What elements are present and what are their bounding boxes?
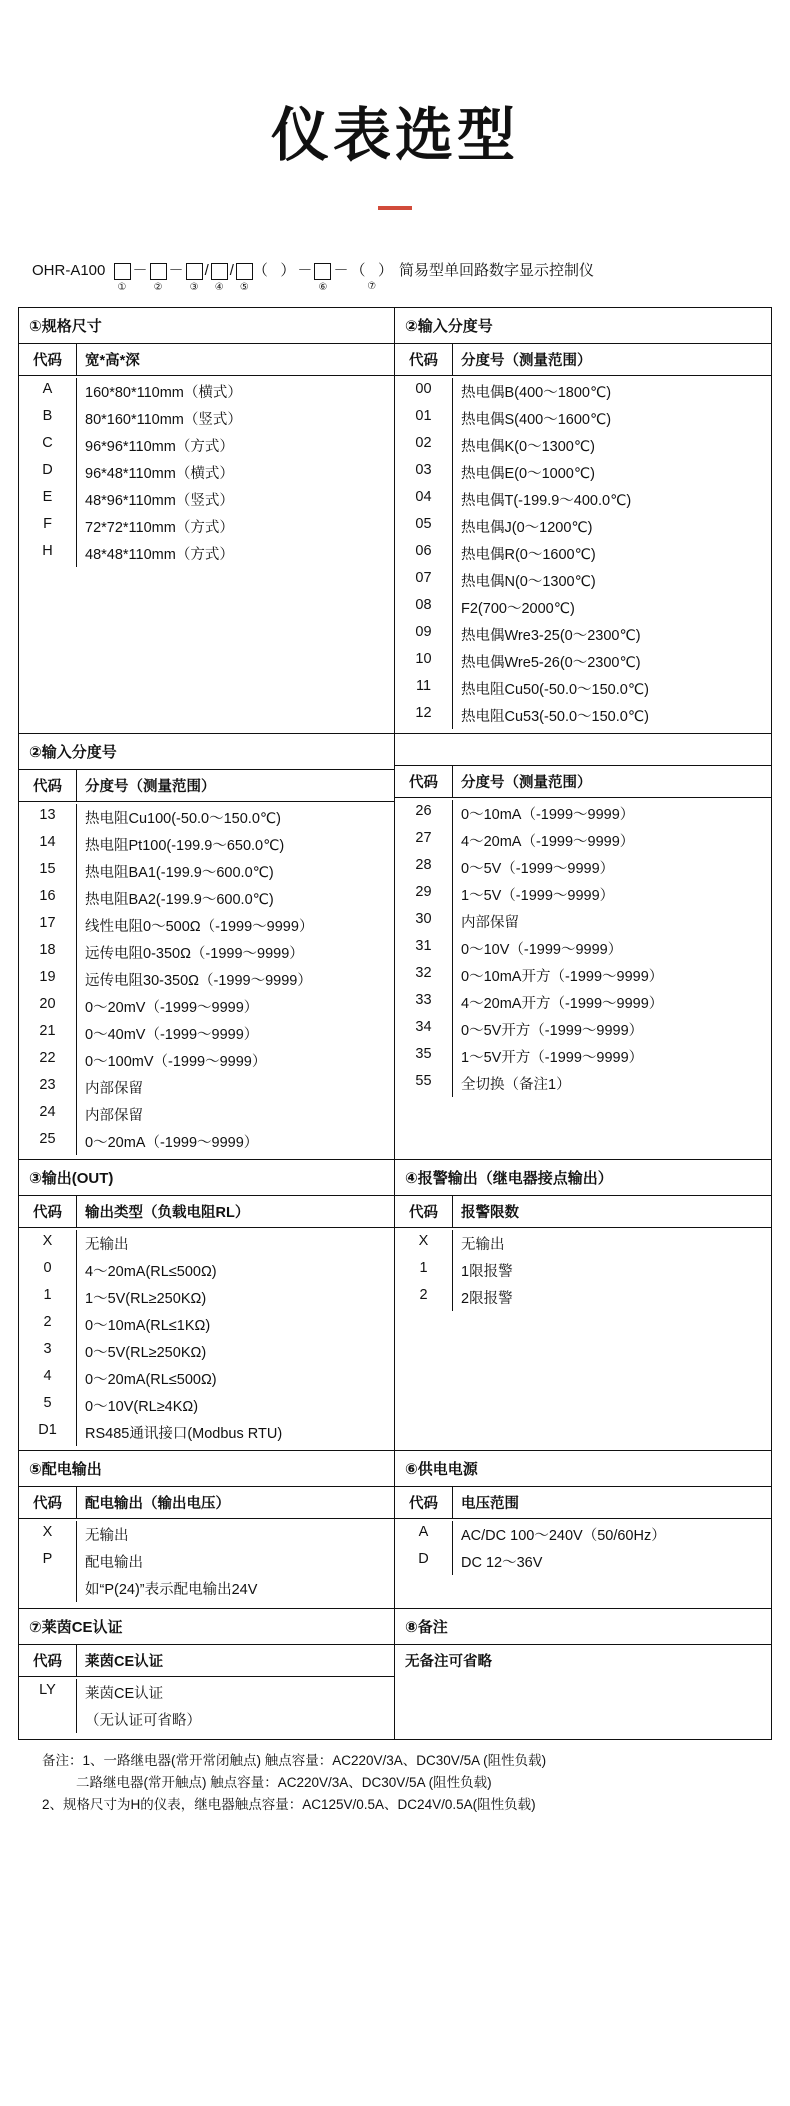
row-value: 如“P(24)”表示配电输出24V <box>85 1582 258 1598</box>
row-code: X <box>19 1521 77 1548</box>
row-code: D <box>19 459 77 486</box>
row-value: 48*48*110mm（方式） <box>85 547 234 563</box>
section-ce-rows <box>19 1677 394 1739</box>
row-value: 1～5V(RL≥250KΩ) <box>85 1291 207 1307</box>
section-power <box>395 1451 771 1608</box>
row-value: 无输出 <box>85 1237 129 1253</box>
section-remark-text: 无备注可省略 <box>405 1654 492 1670</box>
section-alarm-header-row <box>395 1196 771 1228</box>
row-code: 29 <box>395 881 453 908</box>
table-row <box>395 1070 771 1097</box>
row-code: F <box>19 513 77 540</box>
table-row <box>19 459 394 486</box>
section-input-a-header-row <box>395 344 771 376</box>
section-input-a <box>395 308 771 733</box>
section-output-heading: ③输出(OUT) <box>19 1160 394 1196</box>
model-marker-7: ⑦ <box>367 281 377 292</box>
model-marker-2: ② <box>153 282 163 293</box>
row-value: 0～10mA(RL≤1KΩ) <box>85 1318 211 1334</box>
row-value: 热电阻Cu53(-50.0～150.0℃) <box>461 709 649 725</box>
row-value: 热电偶J(0～1200℃) <box>461 520 593 536</box>
table-row <box>395 405 771 432</box>
section-distribution-header-row <box>19 1487 394 1519</box>
table-row <box>19 966 394 993</box>
model-paren-7-text: （ ） <box>350 262 393 279</box>
table-row <box>395 1284 771 1311</box>
col-code: 代码 <box>19 770 77 801</box>
row-code: 2 <box>395 1284 453 1311</box>
table-row <box>19 885 394 912</box>
col-value: 宽*高*深 <box>85 353 140 369</box>
section-remark-rows <box>395 1676 771 1706</box>
table-row <box>395 540 771 567</box>
section-input-b <box>19 734 395 1159</box>
row-code: 15 <box>19 858 77 885</box>
model-marker-3: ③ <box>189 282 199 293</box>
row-code: 30 <box>395 908 453 935</box>
row-code: 04 <box>395 486 453 513</box>
row-value: 配电输出 <box>85 1555 143 1571</box>
model-box-3 <box>186 262 203 293</box>
table-row <box>395 962 771 989</box>
note-line-2: 二路继电器(常开触点) 触点容量：AC220V/3A、DC30V/5A (阻性负载) <box>76 1775 492 1790</box>
row-code: 32 <box>395 962 453 989</box>
model-square-5 <box>236 263 253 280</box>
section-input-a-rows <box>395 376 771 733</box>
section-output-header-row <box>19 1196 394 1228</box>
row-value: 1～5V（-1999～9999） <box>461 888 615 904</box>
model-code-line <box>18 262 772 293</box>
row-value: 热电阻BA2(-199.9～600.0℃) <box>85 892 274 908</box>
section-input-c <box>395 734 771 1159</box>
section-input-b-rows <box>19 802 394 1159</box>
col-value: 报警限数 <box>461 1205 519 1221</box>
table-row <box>19 939 394 966</box>
model-paren-6-text: （ ） <box>252 262 296 279</box>
row-value: （无认证可省略） <box>85 1713 201 1729</box>
section-power-header-row <box>395 1487 771 1519</box>
row-value: 0～40mV（-1999～9999） <box>85 1027 259 1043</box>
table-row <box>19 831 394 858</box>
model-box-6 <box>314 262 331 293</box>
row-code: 10 <box>395 648 453 675</box>
table-row <box>19 1706 394 1733</box>
row-code: 22 <box>19 1047 77 1074</box>
model-sep-2: － <box>132 262 148 279</box>
row-code: 05 <box>395 513 453 540</box>
row-value: 96*96*110mm（方式） <box>85 439 234 455</box>
row-code: 16 <box>19 885 77 912</box>
section-remark <box>395 1609 771 1739</box>
col-code: 代码 <box>19 344 77 375</box>
row-code: 27 <box>395 827 453 854</box>
table-row <box>395 989 771 1016</box>
row-value: 0～5V（-1999～9999） <box>461 861 615 877</box>
section-distribution-rows <box>19 1519 394 1608</box>
model-square-3 <box>186 263 203 280</box>
row-code: 4 <box>19 1365 77 1392</box>
table-row <box>19 1311 394 1338</box>
spec-block-2 <box>18 733 772 1160</box>
table-row <box>395 621 771 648</box>
row-code: 12 <box>395 702 453 729</box>
row-value: 4～20mA(RL≤500Ω) <box>85 1264 217 1280</box>
row-code: 08 <box>395 594 453 621</box>
row-code: A <box>395 1521 453 1548</box>
col-value: 莱茵CE认证 <box>85 1654 164 1670</box>
model-square-2 <box>150 263 167 280</box>
row-value: 内部保留 <box>85 1108 143 1124</box>
row-code: D1 <box>19 1419 77 1446</box>
col-value: 配电输出（输出电压） <box>85 1496 230 1512</box>
table-row <box>19 486 394 513</box>
row-code: 21 <box>19 1020 77 1047</box>
section-alarm-heading: ④报警输出（继电器接点输出） <box>395 1160 771 1196</box>
model-boxes <box>105 262 393 293</box>
table-row <box>395 648 771 675</box>
row-value: 0～10V（-1999～9999） <box>461 942 623 958</box>
row-value: 0～10V(RL≥4KΩ) <box>85 1399 199 1415</box>
table-row <box>19 912 394 939</box>
col-value: 电压范围 <box>461 1496 519 1512</box>
col-value: 分度号（测量范围） <box>461 775 592 791</box>
row-value: 热电阻Cu50(-50.0～150.0℃) <box>461 682 649 698</box>
row-value: 热电阻Cu100(-50.0～150.0℃) <box>85 811 282 827</box>
section-distribution <box>19 1451 395 1608</box>
table-row <box>19 1679 394 1706</box>
table-row <box>395 432 771 459</box>
row-value: 0～20mA(RL≤500Ω) <box>85 1372 217 1388</box>
row-code: 02 <box>395 432 453 459</box>
model-sep-3: － <box>168 262 184 279</box>
row-value: 1限报警 <box>461 1264 513 1280</box>
row-code: X <box>19 1230 77 1257</box>
row-value: 热电偶R(0～1600℃) <box>461 547 596 563</box>
table-row <box>395 594 771 621</box>
row-code: 1 <box>395 1257 453 1284</box>
row-value: 莱茵CE认证 <box>85 1686 164 1702</box>
section-alarm <box>395 1160 771 1450</box>
row-code: 07 <box>395 567 453 594</box>
row-value: DC 12～36V <box>461 1555 543 1571</box>
row-value: 0～5V开方（-1999～9999） <box>461 1023 644 1039</box>
row-value: 1～5V开方（-1999～9999） <box>461 1050 644 1066</box>
row-code: 09 <box>395 621 453 648</box>
row-value: 热电偶K(0～1300℃) <box>461 439 595 455</box>
section-size-header-row <box>19 344 394 376</box>
table-row <box>19 1419 394 1446</box>
table-row <box>19 1230 394 1257</box>
row-code: 00 <box>395 378 453 405</box>
table-row <box>19 1074 394 1101</box>
row-code: 0 <box>19 1257 77 1284</box>
col-code: 代码 <box>19 1645 77 1676</box>
row-code: P <box>19 1548 77 1575</box>
row-value: 72*72*110mm（方式） <box>85 520 234 536</box>
row-value: 全切换（备注1） <box>461 1077 571 1093</box>
section-size-heading: ①规格尺寸 <box>19 308 394 344</box>
row-value: 热电偶N(0～1300℃) <box>461 574 596 590</box>
row-value: 0～5V(RL≥250KΩ) <box>85 1345 207 1361</box>
row-code: H <box>19 540 77 567</box>
row-value: 96*48*110mm（横式） <box>85 466 234 482</box>
row-code: E <box>19 486 77 513</box>
table-row <box>395 800 771 827</box>
row-value: 热电偶Wre3-25(0～2300℃) <box>461 628 641 644</box>
spec-block-3 <box>18 1159 772 1451</box>
row-value: 0～100mV（-1999～9999） <box>85 1054 267 1070</box>
footer-notes <box>18 1750 772 1840</box>
col-code: 代码 <box>19 1487 77 1518</box>
table-row <box>395 881 771 908</box>
section-input-a-heading: ②输入分度号 <box>395 308 771 344</box>
table-row <box>395 827 771 854</box>
row-code: 18 <box>19 939 77 966</box>
table-row <box>395 1016 771 1043</box>
table-row <box>19 1365 394 1392</box>
row-value: 4～20mA开方（-1999～9999） <box>461 996 664 1012</box>
table-row <box>19 1128 394 1155</box>
table-row <box>395 702 771 729</box>
row-value: 80*160*110mm（竖式） <box>85 412 242 428</box>
section-power-rows <box>395 1519 771 1603</box>
table-row <box>395 854 771 881</box>
table-row <box>395 1257 771 1284</box>
row-code <box>19 1706 77 1733</box>
section-output <box>19 1160 395 1450</box>
table-row <box>19 1575 394 1602</box>
row-code: 31 <box>395 935 453 962</box>
col-value: 分度号（测量范围） <box>461 353 592 369</box>
table-row <box>19 405 394 432</box>
col-code: 代码 <box>395 1487 453 1518</box>
spec-block-5 <box>18 1608 772 1740</box>
row-code: 2 <box>19 1311 77 1338</box>
section-ce-heading: ⑦莱茵CE认证 <box>19 1609 394 1645</box>
table-row <box>395 675 771 702</box>
row-value: 热电偶T(-199.9～400.0℃) <box>461 493 632 509</box>
model-square-1 <box>114 263 131 280</box>
row-code: 11 <box>395 675 453 702</box>
table-row <box>19 804 394 831</box>
section-size <box>19 308 395 733</box>
table-row <box>19 540 394 567</box>
spec-block-4 <box>18 1450 772 1609</box>
row-value: 远传电阻30-350Ω（-1999～9999） <box>85 973 312 989</box>
table-row <box>395 486 771 513</box>
row-code: 17 <box>19 912 77 939</box>
row-code: 03 <box>395 459 453 486</box>
row-code: 26 <box>395 800 453 827</box>
table-row <box>395 1230 771 1257</box>
col-code: 代码 <box>395 344 453 375</box>
row-value: 无输出 <box>461 1237 505 1253</box>
row-code: X <box>395 1230 453 1257</box>
table-row <box>19 513 394 540</box>
row-value: 0～20mA（-1999～9999） <box>85 1135 259 1151</box>
section-size-rows <box>19 376 394 703</box>
row-code: 24 <box>19 1101 77 1128</box>
section-input-c-heading <box>395 734 771 766</box>
row-code: 25 <box>19 1128 77 1155</box>
page-title: 仪表选型 <box>270 103 519 168</box>
table-row <box>19 1392 394 1419</box>
note-line-3: 2、规格尺寸为H的仪表，继电器触点容量：AC125V/0.5A、DC24V/0.5A(阻性负载) <box>42 1797 536 1812</box>
row-value: AC/DC 100～240V（50/60Hz） <box>461 1528 666 1544</box>
page-root <box>0 88 790 1840</box>
row-value: 无输出 <box>85 1528 129 1544</box>
row-value: 热电阻Pt100(-199.9～650.0℃) <box>85 838 285 854</box>
row-code: 28 <box>395 854 453 881</box>
table-row <box>19 858 394 885</box>
section-input-c-header-row <box>395 766 771 798</box>
row-value: 0～10mA开方（-1999～9999） <box>461 969 664 985</box>
row-code: C <box>19 432 77 459</box>
col-value: 输出类型（负载电阻RL） <box>85 1205 250 1221</box>
table-row <box>395 459 771 486</box>
table-row <box>395 513 771 540</box>
row-code: 5 <box>19 1392 77 1419</box>
table-row <box>395 1548 771 1575</box>
table-row <box>19 1020 394 1047</box>
row-value: 4～20mA（-1999～9999） <box>461 834 635 850</box>
row-value: 线性电阻0～500Ω（-1999～9999） <box>85 919 314 935</box>
model-sep-1 <box>105 262 113 280</box>
note-line-1: 备注：1、一路继电器(常开常闭触点) 触点容量：AC220V/3A、DC30V/5A (阻性负载) <box>42 1753 547 1768</box>
row-code: 35 <box>395 1043 453 1070</box>
table-row <box>19 1521 394 1548</box>
row-value: 内部保留 <box>461 915 519 931</box>
table-row <box>395 1043 771 1070</box>
table-row <box>19 1257 394 1284</box>
section-input-c-rows <box>395 798 771 1145</box>
model-marker-4: ④ <box>214 282 224 293</box>
model-prefix: OHR-A100 <box>32 262 106 279</box>
row-code: 1 <box>19 1284 77 1311</box>
row-code: LY <box>19 1679 77 1706</box>
title-divider <box>378 206 412 210</box>
model-marker-5: ⑤ <box>239 282 249 293</box>
section-distribution-heading: ⑤配电输出 <box>19 1451 394 1487</box>
row-code: 23 <box>19 1074 77 1101</box>
section-alarm-rows <box>395 1228 771 1425</box>
model-paren-6 <box>253 262 296 279</box>
section-ce-header-row <box>19 1645 394 1677</box>
row-code: 14 <box>19 831 77 858</box>
model-square-4 <box>211 263 228 280</box>
section-remark-content-row <box>395 1645 771 1676</box>
col-code: 代码 <box>395 766 453 797</box>
col-code: 代码 <box>395 1196 453 1227</box>
row-value: 0～20mV（-1999～9999） <box>85 1000 259 1016</box>
row-value: 内部保留 <box>85 1081 143 1097</box>
table-row <box>395 378 771 405</box>
section-output-rows <box>19 1228 394 1450</box>
row-code: D <box>395 1548 453 1575</box>
row-value: 0～10mA（-1999～9999） <box>461 807 635 823</box>
row-code: 55 <box>395 1070 453 1097</box>
row-code: 34 <box>395 1016 453 1043</box>
section-power-heading: ⑥供电电源 <box>395 1451 771 1487</box>
model-sep-5: / <box>229 262 234 279</box>
table-row <box>19 1284 394 1311</box>
model-box-5 <box>236 262 253 293</box>
row-code: 06 <box>395 540 453 567</box>
table-row <box>19 432 394 459</box>
row-value: 热电偶E(0～1000℃) <box>461 466 595 482</box>
row-code: 13 <box>19 804 77 831</box>
model-square-6 <box>314 263 331 280</box>
model-marker-6: ⑥ <box>318 282 328 293</box>
table-row <box>19 993 394 1020</box>
model-sep-7: － <box>333 262 349 279</box>
table-row <box>395 1521 771 1548</box>
row-code: A <box>19 378 77 405</box>
table-row <box>19 1338 394 1365</box>
row-value: 48*96*110mm（竖式） <box>85 493 234 509</box>
row-value: F2(700～2000℃) <box>461 601 575 617</box>
section-remark-heading: ⑧备注 <box>395 1609 771 1645</box>
row-code: B <box>19 405 77 432</box>
table-row <box>19 1101 394 1128</box>
model-sep-6: － <box>297 262 313 279</box>
model-marker-1: ① <box>117 282 127 293</box>
row-value: 远传电阻0-350Ω（-1999～9999） <box>85 946 304 962</box>
row-value: 2限报警 <box>461 1291 513 1307</box>
table-row <box>395 908 771 935</box>
model-description: 简易型单回路数字显示控制仪 <box>398 262 594 279</box>
row-code: 01 <box>395 405 453 432</box>
row-value: 热电偶S(400～1600℃) <box>461 412 612 428</box>
row-code: 19 <box>19 966 77 993</box>
model-box-4 <box>211 262 228 293</box>
section-input-b-heading: ②输入分度号 <box>19 734 394 770</box>
col-code: 代码 <box>19 1196 77 1227</box>
model-paren-7 <box>350 262 393 292</box>
row-value: 160*80*110mm（横式） <box>85 385 242 401</box>
section-input-b-header-row <box>19 770 394 802</box>
table-row <box>395 567 771 594</box>
row-value: RS485通讯接口(Modbus RTU) <box>85 1426 283 1442</box>
row-value: 热电阻BA1(-199.9～600.0℃) <box>85 865 274 881</box>
row-value: 热电偶Wre5-26(0～2300℃) <box>461 655 641 671</box>
model-sep-4: / <box>204 262 209 279</box>
col-value: 分度号（测量范围） <box>85 779 216 795</box>
row-code: 3 <box>19 1338 77 1365</box>
model-box-2 <box>150 262 167 293</box>
row-code: 20 <box>19 993 77 1020</box>
section-ce <box>19 1609 395 1739</box>
table-row <box>395 935 771 962</box>
row-value: 热电偶B(400～1800℃) <box>461 385 612 401</box>
table-row <box>19 378 394 405</box>
spec-block-1 <box>18 307 772 734</box>
model-box-1 <box>114 262 131 293</box>
table-row <box>19 1548 394 1575</box>
row-code <box>19 1575 77 1602</box>
row-code: 33 <box>395 989 453 1016</box>
table-row <box>19 1047 394 1074</box>
